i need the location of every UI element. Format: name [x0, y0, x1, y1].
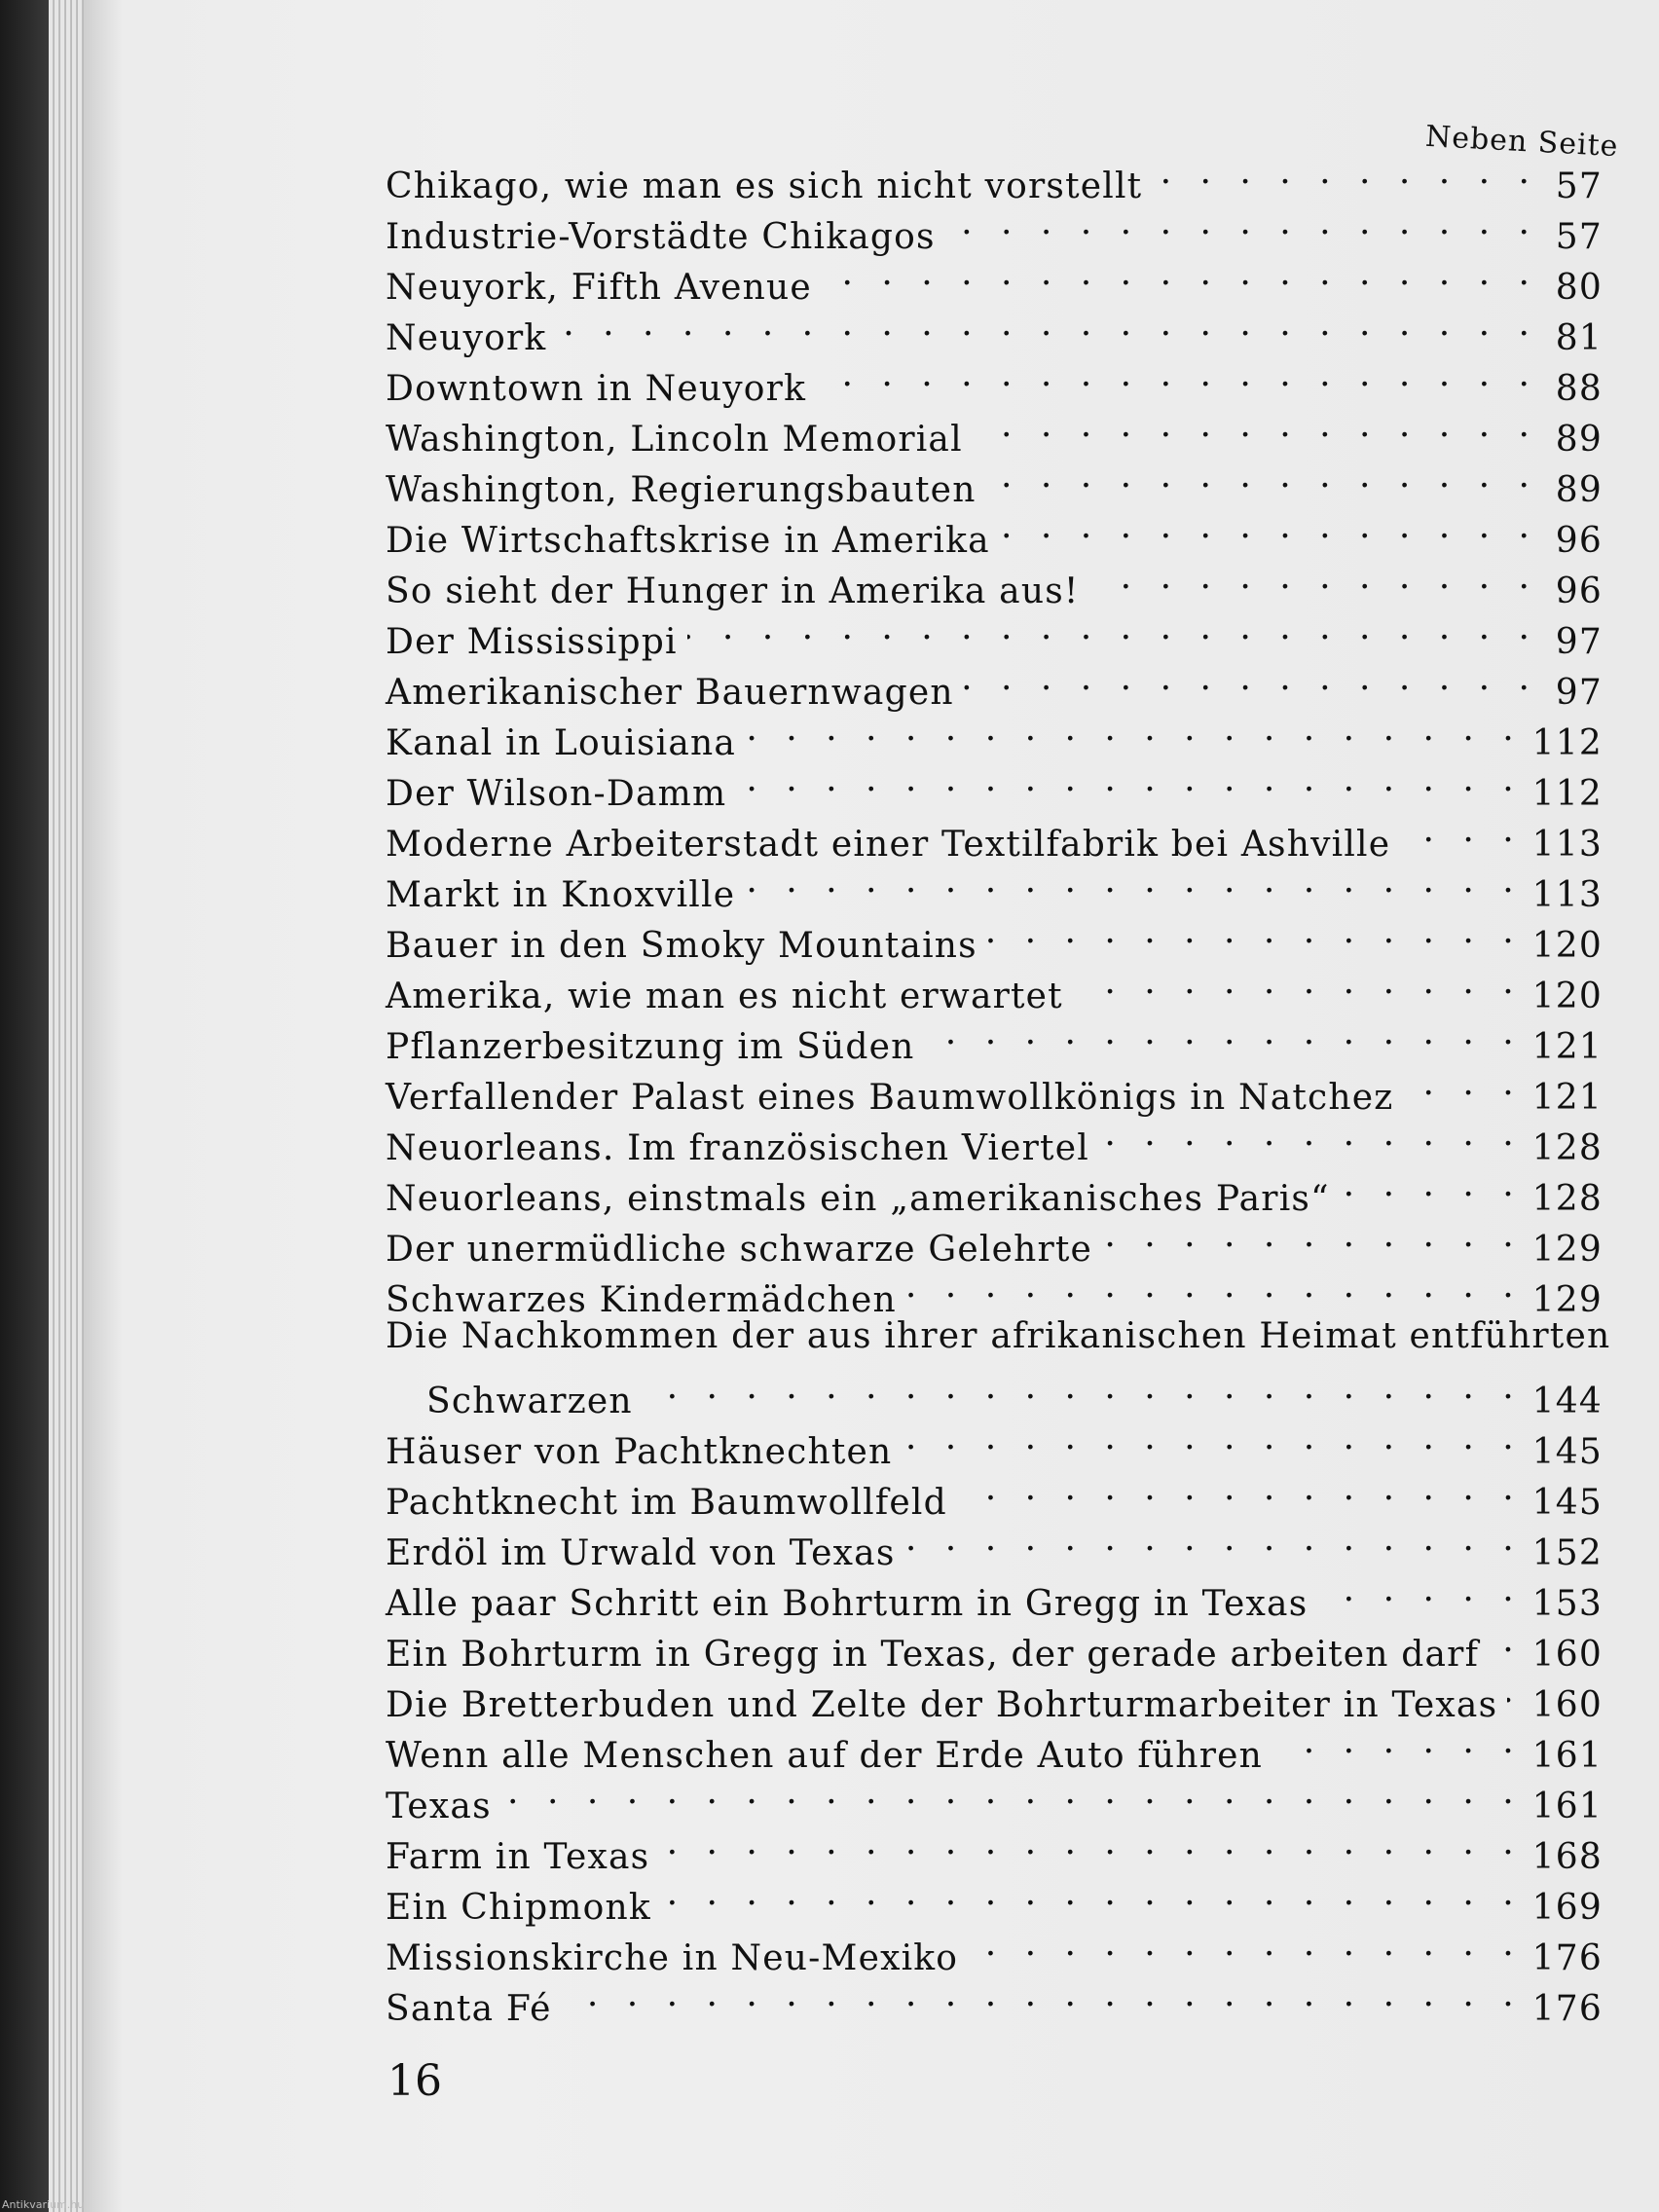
- entry-page-number: 88: [1555, 369, 1603, 409]
- entry-page-number: 97: [1555, 673, 1603, 713]
- table-of-illustrations: [386, 147, 1611, 2029]
- entry-title: Santa Fé: [386, 1989, 552, 2029]
- toc-entry: [386, 1362, 1603, 1421]
- entry-title: Downtown in Neuyork: [386, 369, 807, 409]
- entry-page-number: 169: [1531, 1888, 1603, 1928]
- entry-page-number: 161: [1531, 1736, 1603, 1776]
- entry-title: Alle paar Schritt ein Bohrturm in Gregg in Texas: [386, 1584, 1309, 1624]
- entry-page-number: 152: [1531, 1533, 1603, 1573]
- entry-title: Kanal in Louisiana: [386, 723, 737, 763]
- entry-page-number: 176: [1531, 1989, 1603, 2029]
- entry-page-number: 128: [1531, 1179, 1603, 1219]
- entry-page-number: 81: [1555, 318, 1603, 358]
- entry-title: Der Wilson-Damm: [386, 774, 727, 814]
- entry-page-number: 129: [1531, 1280, 1603, 1320]
- entry-page-number: 121: [1531, 1027, 1603, 1067]
- entry-title: Häuser von Pachtknechten: [386, 1432, 893, 1472]
- entry-page-number: 80: [1555, 268, 1603, 308]
- toc-entry: [386, 147, 1603, 206]
- entry-title: Der unermüdliche schwarze Gelehrte: [386, 1230, 1093, 1270]
- entry-title: Amerika, wie man es nicht erwartet: [386, 977, 1063, 1016]
- toc-entry: [386, 299, 1603, 358]
- entry-page-number: 113: [1531, 825, 1603, 865]
- entry-title: Moderne Arbeiterstadt einer Textilfabrik bei Ashville: [386, 825, 1391, 865]
- entry-title: Pachtknecht im Baumwollfeld: [386, 1483, 947, 1523]
- entry-title: Der Mississippi: [386, 622, 678, 662]
- entry-page-number: 145: [1531, 1483, 1603, 1523]
- entry-page-number: 96: [1555, 521, 1603, 561]
- entry-title: Farm in Texas: [386, 1837, 650, 1877]
- entry-page-number: 113: [1531, 875, 1603, 915]
- entry-page-number: 120: [1531, 926, 1603, 966]
- entry-title: Neuorleans, einstmals ein „amerikanisches Paris“: [386, 1179, 1330, 1219]
- entry-title: Amerikanischer Bauernwagen: [386, 673, 954, 713]
- entry-title: Schwarzes Kindermädchen: [386, 1280, 897, 1320]
- entry-title: Washington, Regierungsbauten: [386, 470, 977, 510]
- entry-title: Washington, Lincoln Memorial: [386, 420, 963, 460]
- entry-title: Erdöl im Urwald von Texas: [386, 1533, 896, 1573]
- entry-title: Markt in Knoxville: [386, 875, 736, 915]
- entry-title: Neuorleans. Im französischen Viertel: [386, 1128, 1089, 1168]
- entry-page-number: 145: [1531, 1432, 1603, 1472]
- entry-page-number: 176: [1531, 1938, 1603, 1978]
- entry-title: Verfallender Palast eines Baumwollkönigs in Natchez: [386, 1078, 1394, 1118]
- entry-page-number: 96: [1555, 571, 1603, 611]
- entry-title: Neuyork: [386, 318, 547, 358]
- entry-title: Missionskirche in Neu-Mexiko: [386, 1938, 959, 1978]
- entry-title: Die Bretterbuden und Zelte der Bohrturmarbeiter in Texas: [386, 1685, 1498, 1725]
- entry-page-number: 129: [1531, 1230, 1603, 1270]
- page-stack-edges: [49, 0, 86, 2212]
- entry-page-number: 97: [1555, 622, 1603, 662]
- entry-page-number: 89: [1555, 420, 1603, 460]
- entry-page-number: 89: [1555, 470, 1603, 510]
- entry-page-number: 144: [1531, 1382, 1603, 1421]
- entry-title: Industrie-Vorstädte Chikagos: [386, 217, 936, 257]
- entry-page-number: 121: [1531, 1078, 1603, 1118]
- entry-page-number: 160: [1531, 1635, 1603, 1675]
- entry-page-number: 161: [1531, 1787, 1603, 1826]
- entry-title: Neuyork, Fifth Avenue: [386, 268, 812, 308]
- entry-page-number: 57: [1555, 166, 1603, 206]
- entry-title: Die Nachkommen der aus ihrer afrikanischen Heimat entführten: [386, 1316, 1611, 1356]
- entry-page-number: 112: [1531, 774, 1603, 814]
- entry-title: Bauer in den Smoky Mountains: [386, 926, 977, 966]
- entry-title: Chikago, wie man es sich nicht vorstellt: [386, 166, 1143, 206]
- entry-page-number: 120: [1531, 977, 1603, 1016]
- entry-title: Wenn alle Menschen auf der Erde Auto führen: [386, 1736, 1263, 1776]
- entry-page-number: 57: [1555, 217, 1603, 257]
- entry-title: Die Wirtschaftskrise in Amerika: [386, 521, 990, 561]
- entry-title: So sieht der Hunger in Amerika aus!: [386, 571, 1080, 611]
- entry-title: Ein Bohrturm in Gregg in Texas, der gerade arbeiten darf: [386, 1635, 1480, 1675]
- watermark-text: Antikvarium.hu: [2, 2198, 85, 2211]
- dot-leader: [562, 1970, 1523, 2035]
- entry-page-number: 128: [1531, 1128, 1603, 1168]
- column-header-page: Neben Seite: [1424, 119, 1620, 165]
- entry-page-number: 160: [1531, 1685, 1603, 1725]
- entry-page-number: 153: [1531, 1584, 1603, 1624]
- page-number-folio: 16: [387, 2056, 442, 2106]
- entry-title: Schwarzen: [426, 1382, 633, 1421]
- entry-page-number: 168: [1531, 1837, 1603, 1877]
- toc-entry: [386, 1970, 1603, 2029]
- entry-title: Pflanzerbesitzung im Süden: [386, 1027, 915, 1067]
- entry-title: Ein Chipmonk: [386, 1888, 651, 1928]
- toc-entry: [386, 1767, 1603, 1826]
- entry-title: Texas: [386, 1787, 492, 1826]
- entry-page-number: 112: [1531, 723, 1603, 763]
- toc-entry: [386, 1311, 1611, 1362]
